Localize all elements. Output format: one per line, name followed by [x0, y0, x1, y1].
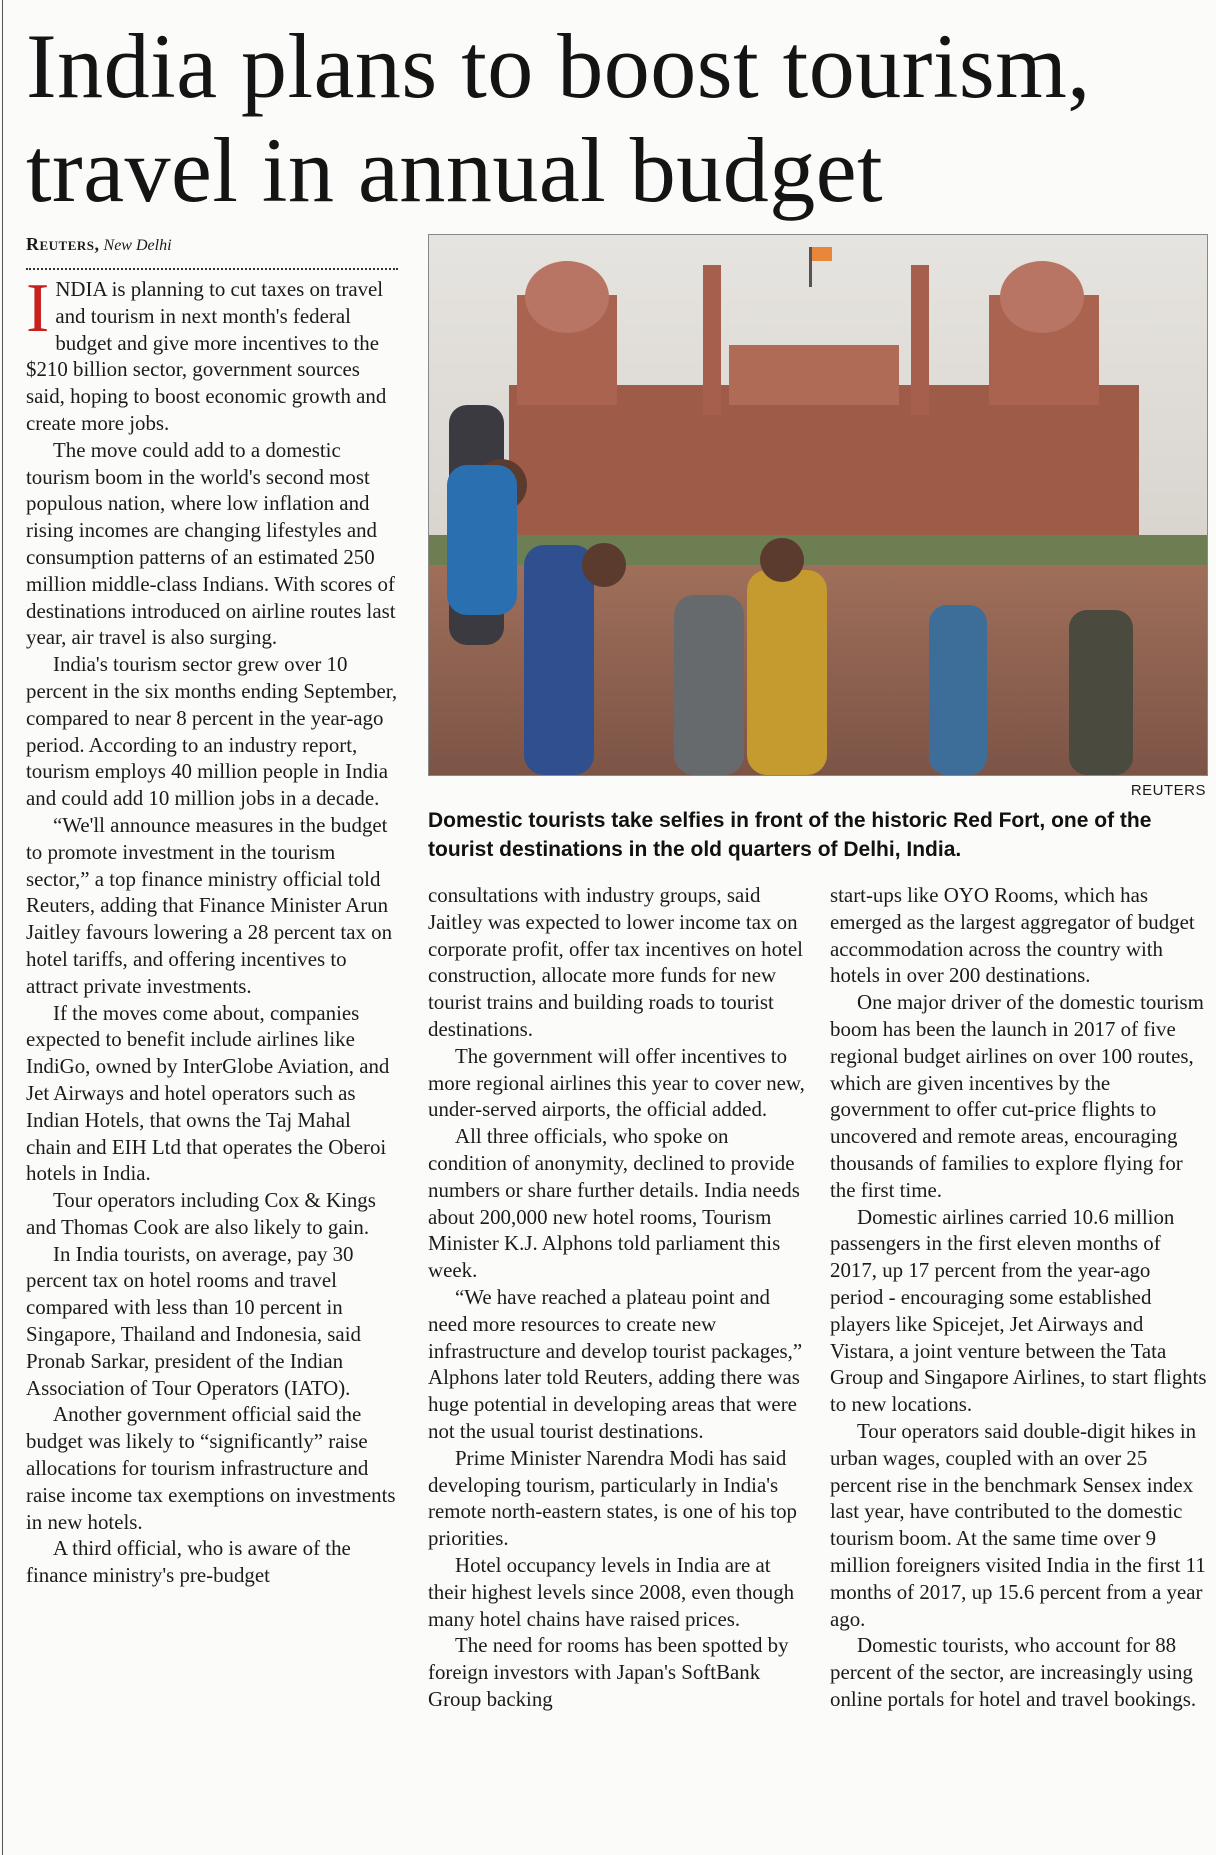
article-column-2 [428, 882, 806, 1713]
paragraph: The need for rooms has been spotted by foreign investors with Japan's SoftBank Group backing [428, 1633, 789, 1711]
paragraph: “We have reached a plateau point and need more resources to create new infrastructure and develop tourist packages,” Alphons later told Reuters, adding there was huge potential in developing areas that were not the usual tourist destinations. [428, 1284, 803, 1443]
paragraph: The government will offer incentives to more regional airlines this year to cover new, under-served airports, the official added. [428, 1043, 805, 1122]
paragraph: Domestic tourists, who account for 88 percent of the sector, are increasingly using online portals for hotel and travel bookings. [830, 1633, 1197, 1711]
paragraph-1 [26, 270, 400, 437]
byline-place: New Delhi [103, 237, 172, 254]
paragraph: start-ups like OYO Rooms, which has emerged as the largest aggregator of budget accommodation across the country with hotels in over 200 destinations. [830, 883, 1195, 988]
paragraph: Hotel occupancy levels in India are at their highest levels since 2008, even though many hotel chains have raised prices. [428, 1552, 795, 1631]
paragraph: Tour operators said double-digit hikes in urban wages, coupled with an over 25 percent rise in the benchmark Sensex index last year, have contributed to the domestic tourism boom. At the same time over 9 million foreigners visited India in the first 11 months of 2017, up 15.6 percent from a year ago. [830, 1418, 1206, 1631]
red-fort-photo [428, 234, 1208, 776]
photo-illustration [429, 235, 1207, 775]
paragraph: consultations with industry groups, said Jaitley was expected to lower income tax on corporate profit, offer tax incentives on hotel construction, allocate more funds for new tourist trains and building roads to tourist destinations. [428, 883, 803, 1041]
byline-dotted-rule [26, 268, 398, 270]
byline-agency: Reuters, [26, 234, 100, 254]
byline [26, 234, 172, 255]
paragraph: In India tourists, on average, pay 30 percent tax on hotel rooms and travel compared with less than 10 percent in Singapore, Thailand and Indonesia, said Pronab Sarkar, president of the Indian Association of Tour Operators (IATO). [26, 1241, 361, 1400]
photo-caption: Domestic tourists take selfies in front of the historic Red Fort, one of the tourist destinations in the old quarters of Delhi, India. [428, 809, 1152, 861]
paragraph: The move could add to a domestic tourism boom in the world's second most populous nation, where low inflation and rising incomes are changing lifestyles and consumption patterns of an estimated 250 million middle-class Indians. With scores of destinations introduced on airline routes last year, air travel is also surging. [26, 437, 396, 650]
paragraph: A third official, who is aware of the finance ministry's pre-budget [26, 1536, 351, 1588]
article-column-1 [26, 270, 400, 1589]
paragraph: All three officials, who spoke on condition of anonymity, declined to provide numbers or share further details. India needs about 200,000 new hotel rooms, Tourism Minister K.J. Alphons told parliament this week. [428, 1124, 800, 1283]
paragraph: Domestic airlines carried 10.6 million passengers in the first eleven months of 2017, up 17 percent from the year-ago period - encouraging some established players like Spicejet, Jet Airways and Vistara, a joint venture between the Tata Group and Singapore Airlines, to start flights to new locations. [830, 1204, 1207, 1417]
paragraph-1-text: NDIA is planning to cut taxes on travel and tourism in next month's federal budget and give more incentives to the $210 billion sector, government sources said, hoping to boost economic growth and create more jobs. [26, 277, 387, 435]
paragraph: Another government official said the budget was likely to “significantly” raise allocations for tourism infrastructure and raise income tax exemptions on investments in new hotels. [26, 1402, 396, 1534]
headline: India plans to boost tourism, travel in annual budget [26, 15, 1091, 221]
article-column-3 [830, 882, 1208, 1713]
paragraph: “We'll announce measures in the budget to promote investment in the tourism sector,” a top finance ministry official told Reuters, adding that Finance Minister Arun Jaitley favours lowering a 28 percent tax on hotel tariffs, and offering incentives to attract private investments. [26, 812, 393, 998]
page-edge-rule [2, 0, 3, 1855]
paragraph: If the moves come about, companies expected to benefit include airlines like IndiGo, owned by InterGlobe Aviation, and Jet Airways and hotel operators such as Indian Hotels, that owns the Taj Mahal chain and EIH Ltd that operates the Oberoi hotels in India. [26, 1000, 390, 1186]
paragraph: Tour operators including Cox & Kings and Thomas Cook are also likely to gain. [26, 1188, 376, 1239]
drop-cap: I [26, 270, 50, 347]
photo-credit: REUTERS [1130, 782, 1206, 799]
paragraph: India's tourism sector grew over 10 percent in the six months ending September, compared to near 8 percent in the year-ago period. According to an industry report, tourism employs 40 million people in India and could add 10 million jobs in a decade. [26, 652, 398, 811]
paragraph: Prime Minister Narendra Modi has said developing tourism, particularly in India's remote north-eastern states, is one of his top priorities. [428, 1445, 797, 1551]
paragraph: One major driver of the domestic tourism boom has been the launch in 2017 of five regional budget airlines on over 100 routes, which are given incentives by the government to offer cut-price flights to uncovered and remote areas, encouraging thousands of families to explore flying for the first time. [830, 990, 1204, 1202]
